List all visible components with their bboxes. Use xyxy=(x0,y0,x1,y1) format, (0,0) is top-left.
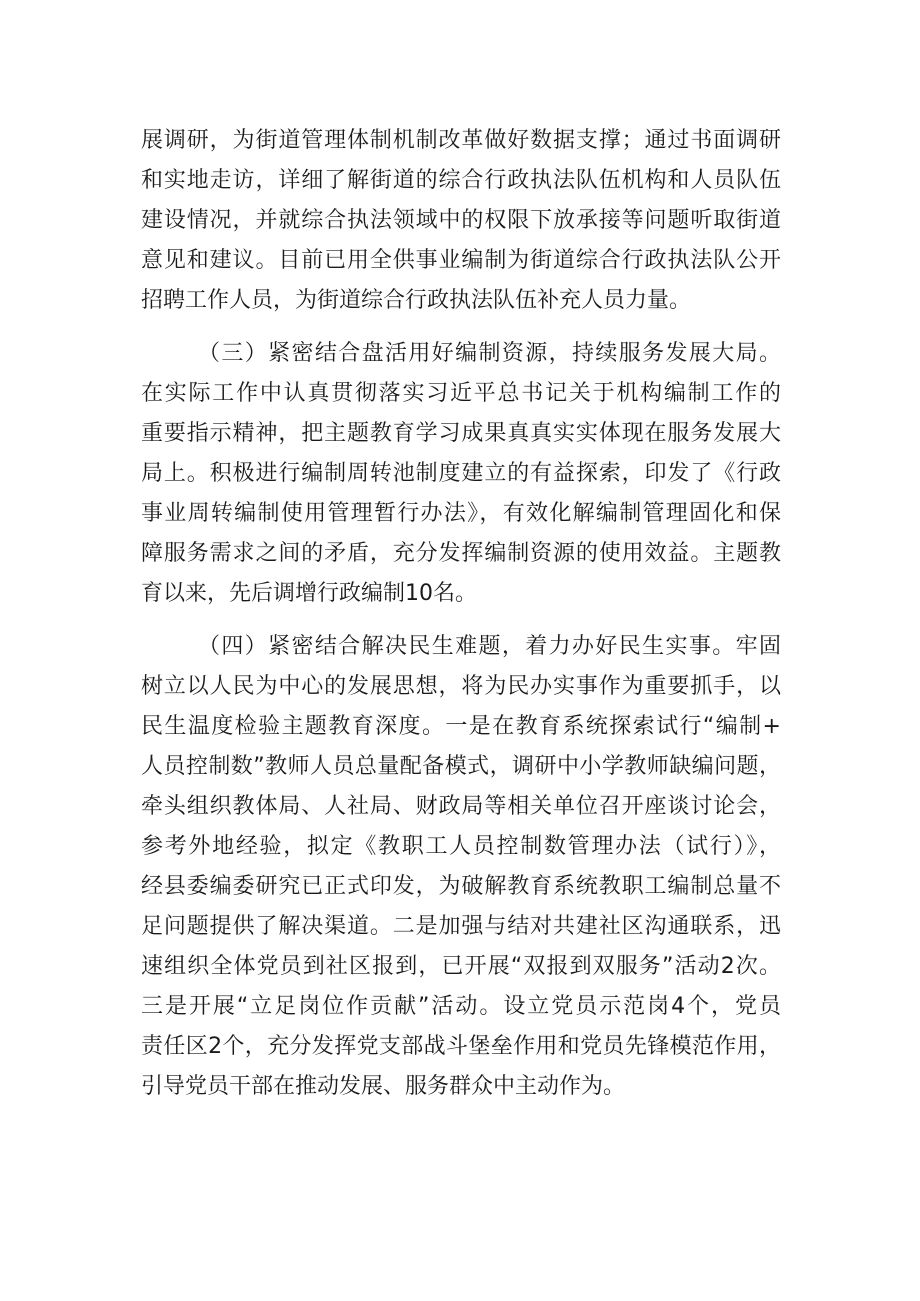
body-text-line: 局上。积极进行编制周转池制度建立的有益探索，印发了《行政 xyxy=(141,461,781,486)
body-text-line: 和实地走访，详细了解街道的综合行政执法队伍机构和人员队伍 xyxy=(141,168,781,193)
body-text-line: 建设情况，并就综合执法领域中的权限下放承接等问题听取街道 xyxy=(141,208,781,233)
body-text-line: 足问题提供了解决渠道。二是加强与结对共建社区沟通联系，迅 xyxy=(141,914,781,939)
body-text-line: 责任区2个，充分发挥党支部战斗堡垒作用和党员先锋模范作用， xyxy=(141,1034,781,1059)
body-text-line: 参考外地经验，拟定《教职工人员控制数管理办法（试行）》， xyxy=(141,834,781,859)
body-text-line: 人员控制数”教师人员总量配备模式，调研中小学教师缺编问题， xyxy=(141,754,781,779)
body-text-line: 招聘工作人员，为街道综合行政执法队伍补充人员力量。 xyxy=(141,288,692,313)
body-text-line: 树立以人民为中心的发展思想，将为民办实事作为重要抓手，以 xyxy=(141,674,781,699)
section-heading-4: （四）紧密结合解决民生难题，着力办好民生实事。牢固 xyxy=(198,634,781,659)
body-text-line: 在实际工作中认真贯彻落实习近平总书记关于机构编制工作的 xyxy=(141,381,781,406)
body-text-line: 速组织全体党员到社区报到，已开展“双报到双服务”活动2次。 xyxy=(141,954,781,979)
body-text-line: 三是开展“立足岗位作贡献”活动。设立党员示范岗4个，党员 xyxy=(141,994,781,1019)
body-text-line: 民生温度检验主题教育深度。一是在教育系统探索试行“编制+ xyxy=(141,714,781,739)
body-text-line: 牵头组织教体局、人社局、财政局等相关单位召开座谈讨论会， xyxy=(141,794,781,819)
body-text-line: 事业周转编制使用管理暂行办法》，有效化解编制管理固化和保 xyxy=(141,501,781,526)
body-text-line: 经县委编委研究已正式印发，为破解教育系统教职工编制总量不 xyxy=(141,874,781,899)
section-heading-3: （三）紧密结合盘活用好编制资源，持续服务发展大局。 xyxy=(198,341,781,366)
body-text-line: 重要指示精神，把主题教育学习成果真真实实体现在服务发展大 xyxy=(141,421,781,446)
body-text-line: 障服务需求之间的矛盾，充分发挥编制资源的使用效益。主题教 xyxy=(141,541,781,566)
body-text-line: 意见和建议。目前已用全供事业编制为街道综合行政执法队公开 xyxy=(141,248,781,273)
body-text-line: 育以来，先后调增行政编制10名。 xyxy=(141,581,477,606)
body-text-line: 展调研，为街道管理体制机制改革做好数据支撑；通过书面调研 xyxy=(141,128,781,153)
body-text-line: 引导党员干部在推动发展、服务群众中主动作为。 xyxy=(141,1074,626,1099)
